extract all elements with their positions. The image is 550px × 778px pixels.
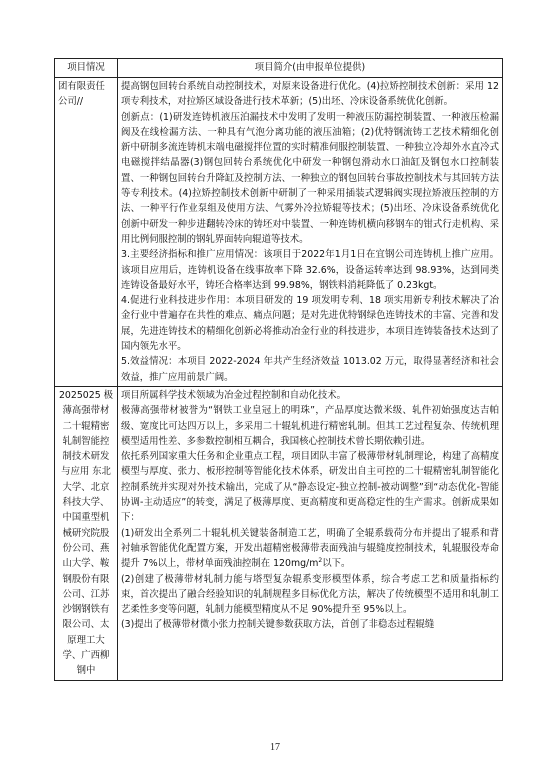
table-row [55, 386, 503, 680]
table-header-row [55, 59, 503, 78]
page-number: 17 [270, 742, 280, 753]
row2-innovation-1-text: (1)研发出全系列二十辊轧机关键装备制造工艺，明确了全辊系载荷分布并提出了辊系和背衬轴承智能优化配置方案，开发出超精密极薄带表面残油与辊缝度控制技术，轧辊服役寿命提升 7%以上，带材单面残油控制在 120mg/m [121, 527, 499, 570]
row2-innovation-2: (2)创建了极薄带材轧制力能与塔型复杂辊系变形模型体系，综合考虑工艺和质量指标约束，首次提出了融合经验知识的轧制规程多目标优化方法，解决了传统模型不适用和轧制工艺柔性多变等问题，轧制力能模型精度从不足 90%提升至 95%以上。 [121, 573, 499, 616]
row2-org-cell: 2025025 极薄高强带材二十辊精密轧制智能控制技术研发与应用 东北大学、北京科技大学、中国重型机械研究院股份公司、燕山大学、鞍钢股份有限公司、江苏沙钢钢铁有限公司、太原理工大学、广西柳钢中 [55, 386, 118, 680]
header-project-summary: 项目简介(由申报单位提供) [118, 59, 503, 78]
header-project-info: 项目情况 [55, 59, 118, 78]
row1-economic-paragraph: 3.主要经济指标和推广应用情况：该项目于2022年1月1日在宜钢公司连铸机上推广应用。该项目应用后，连铸机设备在线事故率下降 32.6%，设备运转率达到 98.93%，达到同类连铸设备最好水平，铸坯合格率达到 99.98%，钢铁料消耗降低了 0.23kgt。 [121, 249, 499, 291]
row2-summary-cell [118, 386, 503, 680]
row1-org-cell: 团有限责任公司// [55, 78, 118, 387]
project-table [54, 58, 503, 681]
row2-innovation-1-tail: 以下。 [322, 558, 351, 570]
row1-progress-paragraph: 4.促进行业科技进步作用：本项目研发的 19 项发明专利、18 项实用新专利技术解决了冶金行业中普遍存在共性的难点、痛点问题；是对先进优特钢绿色连铸技术的丰富、完善和发展，先进连铸技术的精细化创新必将推动冶金行业的科技进步，本项目连铸装备技术达到了国内领先水平。 [121, 295, 499, 353]
row2-field-paragraph: 项目所属科学技术领域为冶金过程控制和自动化技术。 [121, 389, 347, 401]
superscript: 2 [318, 557, 323, 565]
row2-background-paragraph: 极薄高强带材被誉为“钢铁工业皇冠上的明珠”，产品厚度达微米级、轧件初始强度达吉帕级、宽度比可达四万以上，多采用二十辊轧机进行精密轧制。但其工艺过程复杂、传统机理模型适用性差、多参数控制相互耦合，我国核心控制技术曾长期依赖引进。 [121, 405, 499, 447]
row1-benefit-paragraph: 5.效益情况：本项目 2022-2024 年共产生经济效益 1013.02 万元，取得显著经济和社会效益，推广应用前景广阔。 [121, 356, 499, 383]
row2-approach-paragraph: 依托系列国家重大任务和企业重点工程，项目团队丰富了极薄带材轧制理论，构建了高精度模型与厚度、张力、板形控制等智能化技术体系，研发出自主可控的二十辊精密轧制智能化控制系统并实现对外技术输出，完成了从“静态设定-独立控制-被动调整”到“动态优化-智能协调-主动适应”的转变，满足了极薄厚度、更高精度和更高稳定性的生产需求。创新成果如下： [121, 451, 499, 524]
table-row [55, 78, 503, 387]
row2-innovation-3: (3)提出了极薄带材微小张力控制关键参数获取方法，首创了非稳态过程辊缝 [121, 619, 435, 631]
row1-innovation-paragraph: 创新点：(1)研发连铸机液压泊漏技术中发明了发明一种液压防漏控制装置、一种液压检漏阀及在线检漏方法、一种具有气泡分离功能的液压油箱；(2)优特钢流铸工艺技术精细化创新中研制多流连铸机末端电磁搅拌位置的实时精准伺服控制装置、一种独立冷却外水直冷式电磁搅拌结晶器(3)钢包回转台系统优化中研发一种钢包滑动水口油缸及钢包水口控制装置、一种钢包回转台升降缸及控制方法、一种独立的钢包回转台事故控制技术与其回转方法等专利技术。(4)拉矫控制技术创新中研制了一种采用插装式逻辑阀实现拉矫液压控制的方法、一种平行作业泵组及使用方法、气雾外冷拉矫辊等技术；(5)出坯、冷床设备系统优化创新中研发一种步进翻转冷床的铸坯对中装置、一种连铸机横向移钢车的钳式行走机构、采用比例伺服控制的钢轧界面转向辊道等技术。 [121, 111, 499, 245]
row2-innovation-1 [121, 526, 499, 572]
row1-paragraph: 提高钢包回转台系统自动控制技术，对原来设备进行优化。(4)拉矫控制技术创新：采用 12 项专利技术，对拉矫区域设备进行技术革新；(5)出坯、冷床设备系统优化创新。 [121, 81, 499, 108]
row1-summary-cell [118, 78, 503, 387]
